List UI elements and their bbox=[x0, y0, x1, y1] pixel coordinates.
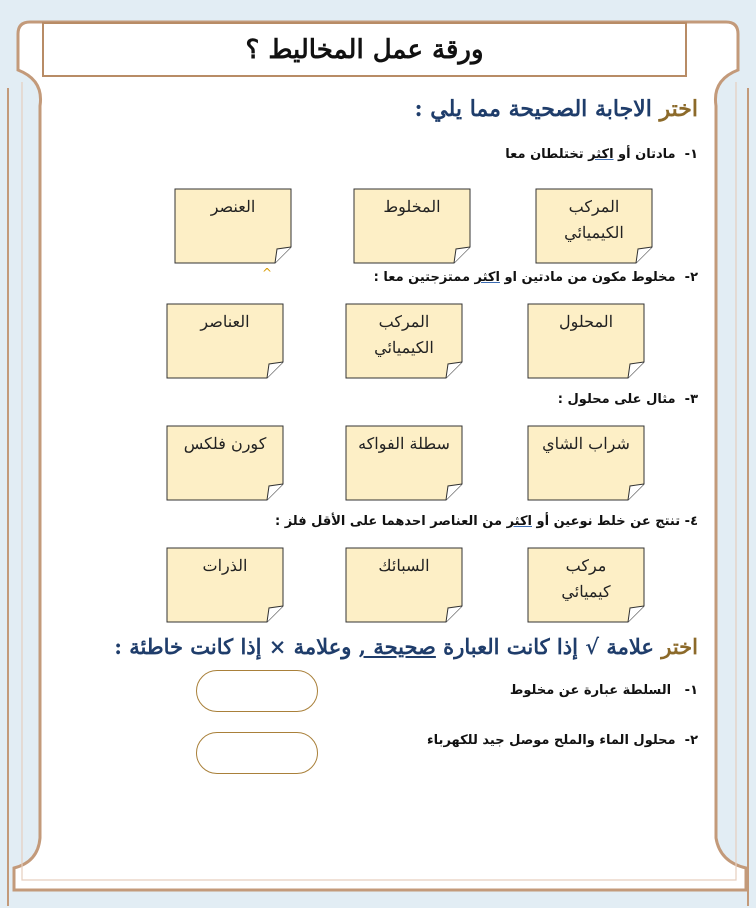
q3-option-2-label: سطلة الفواكه bbox=[358, 434, 450, 453]
q1-option-1[interactable] bbox=[535, 188, 653, 264]
q1-option-2[interactable] bbox=[353, 188, 471, 264]
section1-heading: اختر الاجابة الصحيحة مما يلي : bbox=[414, 96, 698, 122]
q3-option-1[interactable] bbox=[527, 425, 645, 501]
question-3: ٣- مثال على محلول : bbox=[557, 392, 698, 407]
q2-option-1-label: المحلول bbox=[558, 312, 614, 331]
q1-option-3-label: العنصر bbox=[210, 197, 256, 216]
q3-option-1-label: شراب الشاي bbox=[542, 434, 630, 453]
q4-option-3[interactable] bbox=[166, 547, 284, 623]
q4-option-3-label: الذرات bbox=[202, 556, 248, 575]
q1-option-3[interactable] bbox=[174, 188, 292, 264]
q3-option-2[interactable] bbox=[345, 425, 463, 501]
q4-option-2[interactable] bbox=[345, 547, 463, 623]
q4-option-1[interactable] bbox=[527, 547, 645, 623]
statement-1: ١- السلطة عبارة عن مخلوط bbox=[509, 683, 698, 698]
q1-option-1-label: المركب الكيميائي bbox=[564, 197, 624, 242]
q2-option-1[interactable] bbox=[527, 303, 645, 379]
q1-option-2-label: المخلوط bbox=[383, 197, 441, 216]
section2-heading: اختر علامة √ إذا كانت العبارة صحيحة , وعلامة × إذا كانت خاطئة : bbox=[114, 634, 698, 659]
statement-1-answer-box[interactable] bbox=[196, 670, 318, 712]
statement-2-answer-box[interactable] bbox=[196, 732, 318, 774]
q3-option-3[interactable] bbox=[166, 425, 284, 501]
question-4: ٤- تنتج عن خلط نوعين أو اكثر من العناصر احدهما على الأقل فلز : bbox=[274, 514, 698, 529]
statement-2: ٢- محلول الماء والملح موصل جيد للكهرباء bbox=[427, 733, 698, 748]
caret-mark: ^ bbox=[262, 266, 273, 280]
question-1: ١- مادتان أو اكثر تختلطان معا bbox=[505, 147, 698, 162]
q3-option-3-label: كورن فلكس bbox=[183, 434, 267, 453]
q4-option-2-label: السبائك bbox=[378, 556, 430, 575]
q4-option-1-label: مركب كيميائي bbox=[561, 556, 611, 601]
worksheet-title: ورقة عمل المخاليط ؟ bbox=[245, 34, 484, 65]
q2-option-2[interactable] bbox=[345, 303, 463, 379]
worksheet-title-box bbox=[42, 22, 687, 77]
question-2: ٢- مخلوط مكون من مادتين او اكثر ممتزجتين معا : bbox=[373, 270, 698, 285]
q2-option-2-label: المركب الكيميائي bbox=[374, 312, 434, 357]
q2-option-3[interactable] bbox=[166, 303, 284, 379]
q2-option-3-label: العناصر bbox=[200, 312, 250, 331]
